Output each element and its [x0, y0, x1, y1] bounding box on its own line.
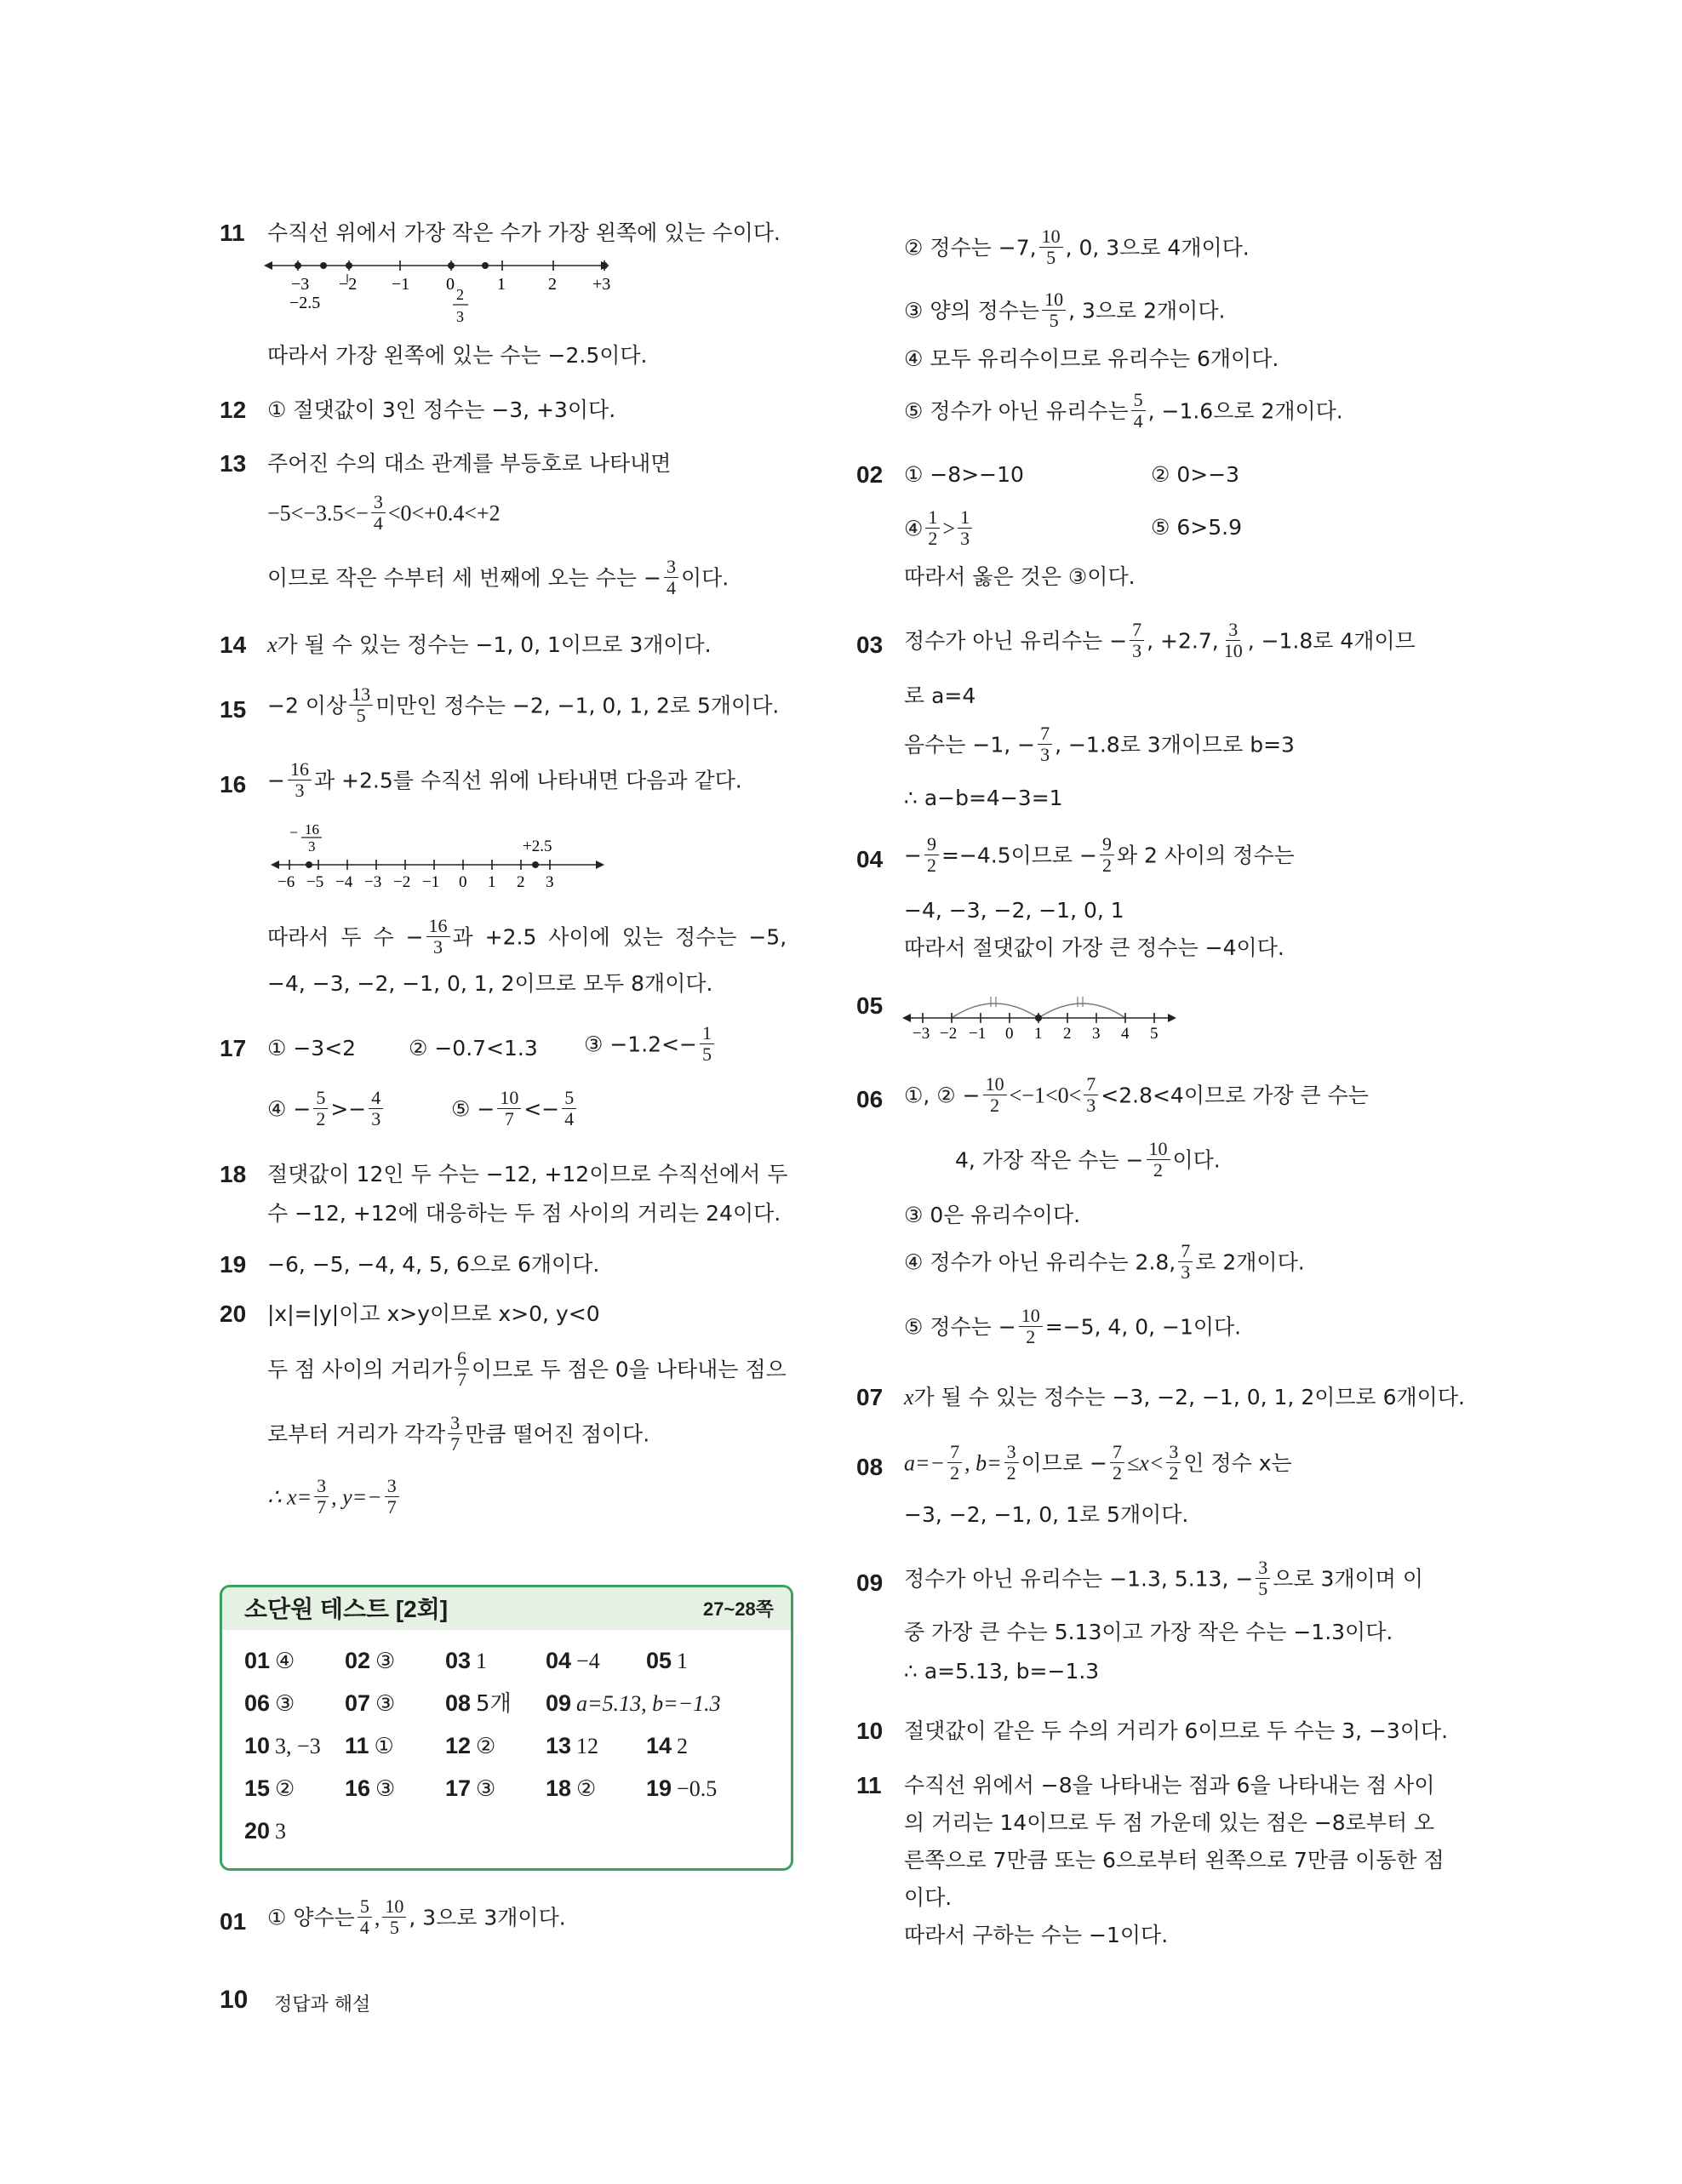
- box-title: 소단원 테스트 [2회]: [244, 1596, 449, 1622]
- answer-item: 11 ①: [345, 1733, 394, 1759]
- tick-label: 2: [517, 873, 525, 890]
- tick-label: +3: [592, 275, 611, 294]
- problem-text: −4, −3, −2, −1, 0, 1: [904, 898, 1124, 923]
- problem-text: 로 a=4: [904, 683, 976, 708]
- problem-text: 정수가 아닌 유리수는 −1.3, 5.13, − $\frac{3}{5}$ 으로 3개이며 이: [904, 1557, 1423, 1599]
- problem-number: 20: [220, 1301, 247, 1327]
- tick-label: −1: [392, 275, 410, 294]
- tick-label: −3: [291, 275, 310, 294]
- answer-item: 03 1: [445, 1648, 488, 1673]
- conclusion: 따라서 구하는 수는 −1이다.: [904, 1923, 1169, 1947]
- tick-label: −2: [940, 1025, 958, 1042]
- page-number: 10: [220, 1986, 249, 2014]
- conclusion: −4, −3, −2, −1, 0, 1, 2이므로 모두 8개이다.: [267, 971, 713, 996]
- point-label: −2.5: [289, 294, 321, 312]
- problem-text: ① 절댓값이 3인 정수는 −3, +3이다.: [267, 397, 616, 422]
- problem-text: 절댓값이 같은 두 수의 거리가 6이므로 두 수는 3, −3이다.: [904, 1718, 1449, 1743]
- conclusion: 따라서 가장 왼쪽에 있는 수는 −2.5이다.: [267, 343, 648, 368]
- problem-text: 수 −12, +12에 대응하는 두 점 사이의 거리는 24이다.: [267, 1201, 781, 1226]
- problem-text: 수직선 위에서 가장 작은 수가 가장 왼쪽에 있는 수이다.: [267, 220, 781, 245]
- problem-text: ①, ② − $\frac{10}{2}$ <−1<0< $\frac{7}{3}$ <2.8<4이므로 가장 큰 수는: [904, 1073, 1369, 1116]
- tick-label: −2: [339, 275, 358, 294]
- problem-text: ① 양수는 $\frac{5}{4}$ , $\frac{10}{5}$ , 3으로 3개이다.: [267, 1895, 566, 1938]
- problem-number: 18: [220, 1161, 247, 1187]
- problem-number: 05: [856, 992, 884, 1019]
- answer-item: 20 3: [244, 1818, 287, 1844]
- problem-text: − $\frac{16}{3}$ 과 +2.5를 수직선 위에 나타내면 다음과 같다.: [267, 758, 742, 801]
- tick-label: 0: [1005, 1025, 1014, 1042]
- point-label: −: [289, 824, 299, 841]
- problem-number: 16: [220, 771, 247, 798]
- problem-number: 07: [856, 1384, 884, 1410]
- answer-item: 12 ②: [445, 1733, 496, 1759]
- frac-numerator: 2: [456, 286, 464, 303]
- problem-text: |x|=|y|이고 x>y이므로 x>0, y<0: [267, 1301, 600, 1326]
- problem-text: −2 이상 $\frac{13}{5}$ 미만인 정수는 −2, −1, 0, 1, 2로 5개이다.: [267, 683, 780, 726]
- tick-label: −3: [913, 1025, 930, 1042]
- problem-text: − $\frac{9}{2}$ =−4.5이므로 − $\frac{9}{2}$ 와 2 사이의 정수는: [904, 833, 1295, 876]
- problem-text: 정수가 아닌 유리수는 − $\frac{7}{3}$ , +2.7, $\frac{3}{10}$ , −1.8로 4개이므: [904, 619, 1416, 661]
- problem-number: 10: [856, 1718, 884, 1744]
- problem-number: 08: [856, 1454, 884, 1480]
- answer-item: 10 3, −3: [244, 1733, 321, 1758]
- tick-label: −1: [969, 1025, 987, 1042]
- problem-number: 13: [220, 450, 247, 477]
- choice-3: ③ 양의 정수는 $\frac{10}{5}$ , 3으로 2개이다.: [904, 289, 1226, 331]
- answer-item: 18 ②: [546, 1775, 597, 1802]
- problem-number: 06: [856, 1086, 884, 1112]
- problem-number: 14: [220, 632, 247, 658]
- box-pages: 27~28쪽: [702, 1598, 774, 1620]
- problem-number: 02: [856, 461, 884, 488]
- problem-number: 17: [220, 1035, 247, 1061]
- problem-text: x가 될 수 있는 정수는 −1, 0, 1이므로 3개이다.: [267, 632, 712, 657]
- choice-2: ② −0.7<1.3: [409, 1036, 538, 1061]
- choice-4: ④ 모두 유리수이므로 유리수는 6개이다.: [904, 346, 1279, 371]
- answer-item: 01 ④: [244, 1648, 295, 1674]
- problem-text: x가 될 수 있는 정수는 −3, −2, −1, 0, 1, 2이므로 6개이다.: [904, 1385, 1465, 1409]
- tick-label: −2: [393, 873, 411, 890]
- footer-label: 정답과 해설: [274, 1994, 371, 2015]
- answer-item: 17 ③: [445, 1775, 496, 1802]
- problem-number: 19: [220, 1251, 247, 1278]
- problem-number: 12: [220, 397, 247, 423]
- number-line: [271, 822, 611, 890]
- problem-number: 11: [220, 220, 245, 246]
- tick-label: 3: [546, 873, 554, 890]
- number-line: [264, 254, 621, 330]
- problem-text: 이다.: [904, 1885, 953, 1910]
- answer-item: 05 1: [646, 1648, 689, 1673]
- problem-text: ∴ a=5.13, b=−1.3: [904, 1659, 1100, 1684]
- choice-5: ⑤ 6>5.9: [1151, 515, 1242, 540]
- tick-label: 2: [548, 275, 557, 294]
- problem-text: 로부터 거리가 각각 $\frac{3}{7}$ 만큼 떨어진 점이다.: [267, 1412, 650, 1455]
- answer-item: 14 2: [646, 1733, 689, 1758]
- problem-text: −3, −2, −1, 0, 1로 5개이다.: [904, 1502, 1189, 1527]
- tick-label: 1: [497, 275, 506, 294]
- problem-text: ∴ x= $\frac{3}{7}$ , y=− $\frac{3}{7}$: [267, 1478, 402, 1519]
- problem-text: ④ 정수가 아닌 유리수는 2.8, $\frac{7}{3}$ 로 2개이다.: [904, 1240, 1305, 1283]
- problem-text: −6, −5, −4, 4, 5, 6으로 6개이다.: [267, 1252, 600, 1277]
- choice-1: ① −3<2: [267, 1036, 357, 1061]
- inequality: −5<−3.5<− $\frac{3}{4}$ <0<+0.4<+2: [267, 491, 501, 534]
- answer-box-header: [222, 1587, 791, 1630]
- answer-item: 16 ③: [345, 1775, 396, 1802]
- choice-2: ② 정수는 −7, $\frac{10}{5}$ , 0, 3으로 4개이다.: [904, 226, 1250, 268]
- tick-label: 0: [446, 275, 455, 294]
- frac-denominator: 3: [456, 308, 464, 325]
- tick-label: 4: [1121, 1025, 1130, 1042]
- choice-4: ④ − $\frac{5}{2}$ >− $\frac{4}{3}$: [267, 1089, 386, 1131]
- problem-number: 04: [856, 846, 884, 872]
- problem-number: 03: [856, 632, 884, 658]
- problem-text: 절댓값이 12인 두 수는 −12, +12이므로 수직선에서 두: [267, 1162, 788, 1186]
- answer-item: 13 12: [546, 1733, 599, 1758]
- point-label: +2.5: [523, 838, 552, 855]
- tick-label: −4: [335, 873, 353, 890]
- problem-text: ③ 0은 유리수이다.: [904, 1203, 1081, 1227]
- problem-text: 수직선 위에서 −8을 나타내는 점과 6을 나타내는 점 사이: [904, 1773, 1435, 1798]
- choice-4: ④ $\frac{1}{2}$ > $\frac{1}{3}$: [904, 509, 975, 551]
- choice-5: ⑤ − $\frac{10}{7}$ <− $\frac{5}{4}$: [451, 1089, 579, 1131]
- problem-text: 두 점 사이의 거리가 $\frac{6}{7}$ 이므로 두 점은 0을 나타내는 점으: [267, 1347, 787, 1390]
- answer-item: 07 ③: [345, 1690, 396, 1717]
- problem-text: 4, 가장 작은 수는 − $\frac{10}{2}$ 이다.: [955, 1138, 1221, 1181]
- answer-item: 08 5개: [445, 1690, 512, 1717]
- problem-text: 른쪽으로 7만큼 또는 6으로부터 왼쪽으로 7만큼 이동한 점: [904, 1848, 1445, 1872]
- tick-label: −1: [422, 873, 440, 890]
- choice-5: ⑤ 정수가 아닌 유리수는 $\frac{5}{4}$ , −1.6으로 2개이다.: [904, 389, 1343, 432]
- conclusion: 따라서 옳은 것은 ③이다.: [904, 564, 1136, 589]
- frac-numerator: 16: [305, 822, 319, 838]
- problem-text: 주어진 수의 대소 관계를 부등호로 나타내면: [267, 451, 672, 476]
- problem-number: 09: [856, 1569, 884, 1596]
- tick-label: 1: [1034, 1025, 1043, 1042]
- problem-number: 15: [220, 696, 247, 723]
- answer-item: 15 ②: [244, 1775, 295, 1802]
- problem-text: a=− $\frac{7}{2}$ , b= $\frac{3}{2}$ 이므로 − $\frac{7}{2}$ ≤x< $\frac{3}{2}$ 인 정수 x는: [904, 1441, 1292, 1484]
- tick-label: 5: [1150, 1025, 1159, 1042]
- answer-item: 02 ③: [345, 1648, 396, 1674]
- frac-denominator: 3: [308, 838, 316, 855]
- number-line: [902, 986, 1183, 1042]
- problem-number: 01: [220, 1908, 247, 1935]
- answer-box: [220, 1585, 793, 1871]
- tick-label: −5: [306, 873, 324, 890]
- tick-label: 0: [459, 873, 467, 890]
- conclusion: 따라서 절댓값이 가장 큰 정수는 −4이다.: [904, 935, 1284, 960]
- conclusion: 따라서 두 수 − $\frac{16}{3}$ 과 +2.5 사이에 있는 정수는 −5,: [267, 915, 787, 958]
- answer-item: 19 −0.5: [646, 1775, 718, 1801]
- answer-item: 09 a=5.13, b=−1.3: [546, 1690, 721, 1716]
- tick-label: 2: [1063, 1025, 1072, 1042]
- problem-text: 의 거리는 14이므로 두 점 가운데 있는 점은 −8로부터 오: [904, 1810, 1435, 1835]
- tick-label: 3: [1092, 1025, 1101, 1042]
- tick-label: −3: [364, 873, 382, 890]
- problem-text: 중 가장 큰 수는 5.13이고 가장 작은 수는 −1.3이다.: [904, 1620, 1393, 1644]
- problem-number: 11: [856, 1772, 882, 1798]
- choice-1: ① −8>−10: [904, 462, 1024, 487]
- choice-2: ② 0>−3: [1151, 462, 1240, 487]
- tick-label: 1: [488, 873, 496, 890]
- problem-text: 음수는 −1, − $\frac{7}{3}$ , −1.8로 3개이므로 b=3: [904, 723, 1295, 765]
- tick-label: −6: [277, 873, 295, 890]
- conclusion: 이므로 작은 수부터 세 번째에 오는 수는 − $\frac{3}{4}$ 이다.: [267, 556, 729, 598]
- answer-item: 04 −4: [546, 1648, 600, 1673]
- problem-text: ∴ a−b=4−3=1: [904, 786, 1063, 810]
- answer-item: 06 ③: [244, 1690, 295, 1717]
- problem-text: ⑤ 정수는 − $\frac{10}{2}$ =−5, 4, 0, −1이다.: [904, 1305, 1242, 1347]
- choice-3: ③ −1.2<− $\frac{1}{5}$: [584, 1025, 717, 1066]
